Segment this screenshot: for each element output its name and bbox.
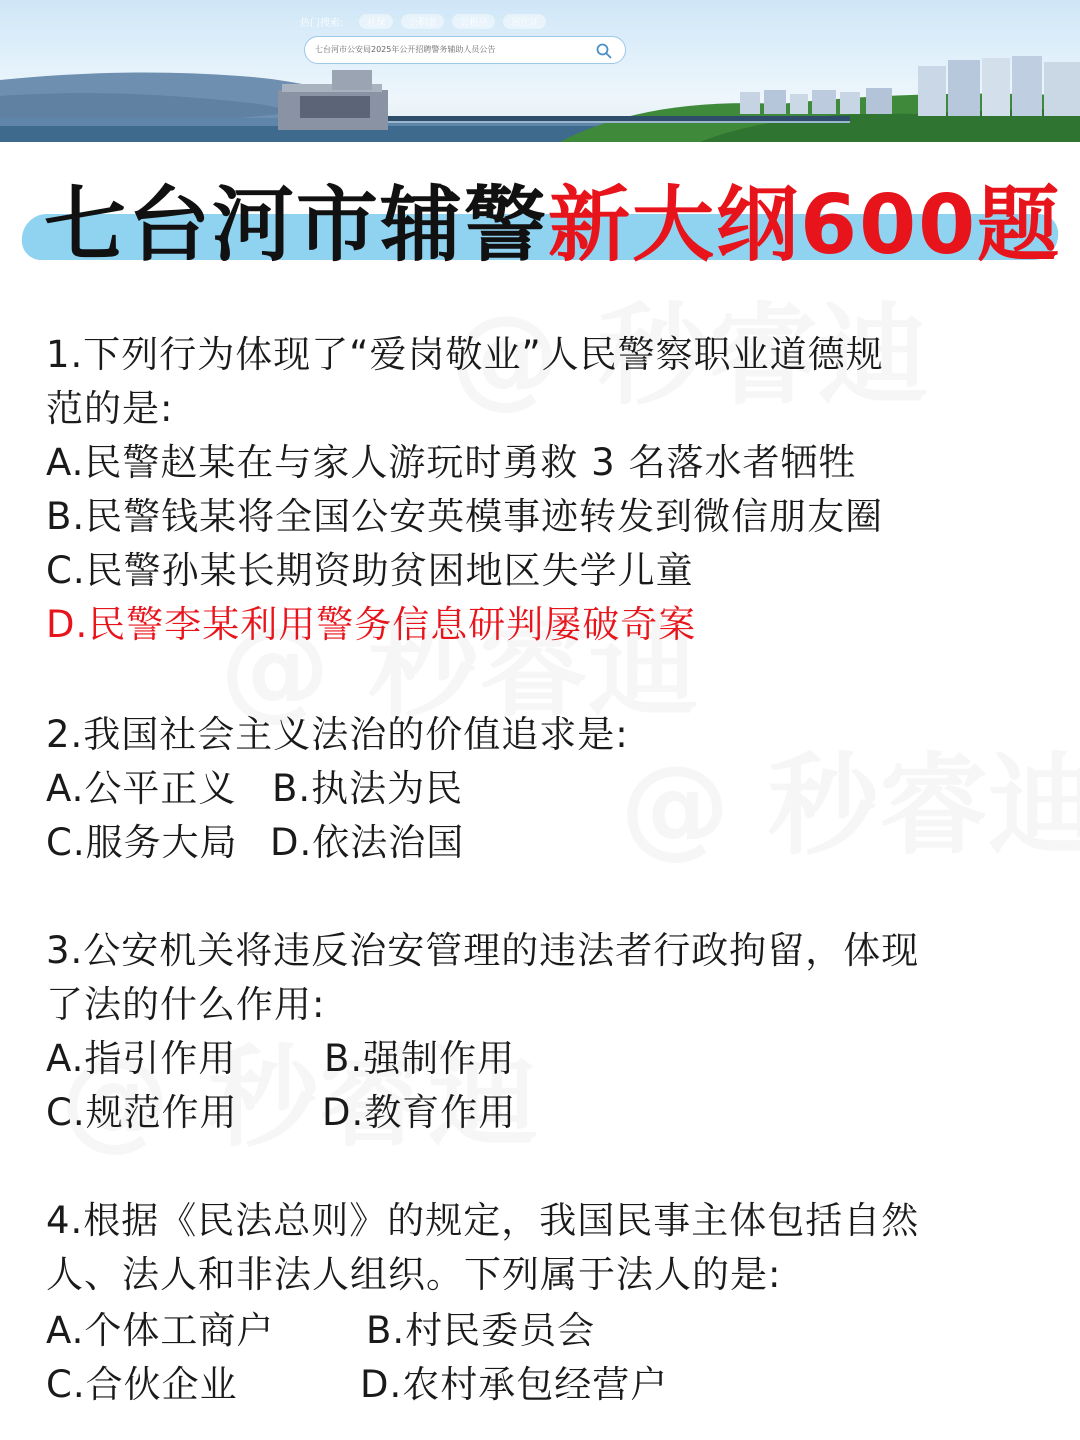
option-c: C.服务大局 <box>46 821 238 864</box>
title-red-part: 新大纲600题 <box>548 178 1062 273</box>
title-black-part: 七台河市辅警 <box>44 178 549 273</box>
option-d: D.农村承包经营户 <box>360 1363 669 1406</box>
question-stem-line: 人、法人和非法人组织。下列属于法人的是: <box>46 1253 782 1296</box>
question-stem-line: 1.下列行为体现了“爱岗敬业”人民警察职业道德规 <box>46 333 884 376</box>
question-stem-line: 范的是: <box>46 387 174 430</box>
question-stem-line: 3.公安机关将违反治安管理的违法者行政拘留，体现 <box>46 929 920 972</box>
option-d-answer: D.民警李某利用警务信息研判屡破奇案 <box>46 603 697 646</box>
question-stem-line: 2.我国社会主义法治的价值追求是: <box>46 713 629 756</box>
question-stem-line: 了法的什么作用: <box>46 983 326 1026</box>
hot-search-row <box>300 12 546 30</box>
option-b: B.民警钱某将全国公安英模事迹转发到微信朋友圈 <box>46 495 884 538</box>
search-icon[interactable] <box>595 42 613 60</box>
search-input[interactable] <box>304 36 626 64</box>
option-d: D.教育作用 <box>322 1091 517 1134</box>
option-b: B.执法为民 <box>272 767 464 810</box>
hot-tag-public-rental[interactable]: 公租房 <box>452 14 495 29</box>
option-b-answer: B.村民委员会 <box>366 1309 596 1352</box>
option-c: C.规范作用 <box>46 1091 238 1134</box>
option-d: D.依法治国 <box>270 821 465 864</box>
watermark <box>620 718 1080 876</box>
search-input-text: 七台河市公安局2025年公开招聘警务辅助人员公告 <box>315 45 496 54</box>
option-c: C.合伙企业 <box>46 1363 238 1406</box>
hot-tag-housing-fund[interactable]: 公积金 <box>401 14 444 29</box>
hot-tag-residence-permit[interactable]: 居住证 <box>503 14 546 29</box>
page-title <box>22 176 1062 276</box>
header-banner <box>0 0 1080 142</box>
hot-search-label: 热门搜索: <box>300 17 344 29</box>
option-a: A.指引作用 <box>46 1037 237 1080</box>
hot-tag-social-security[interactable]: 社保 <box>359 14 393 29</box>
option-c: C.民警孙某长期资助贫困地区失学儿童 <box>46 549 694 592</box>
title-text <box>44 176 1061 276</box>
option-a-answer: A.公平正义 <box>46 767 237 810</box>
option-a: A.民警赵某在与家人游玩时勇救 3 名落水者牺牲 <box>46 441 857 484</box>
option-a: A.个体工商户 <box>46 1309 275 1352</box>
question-stem-line: 4.根据《民法总则》的规定，我国民事主体包括自然 <box>46 1199 920 1242</box>
option-b-answer: B.强制作用 <box>324 1037 516 1080</box>
